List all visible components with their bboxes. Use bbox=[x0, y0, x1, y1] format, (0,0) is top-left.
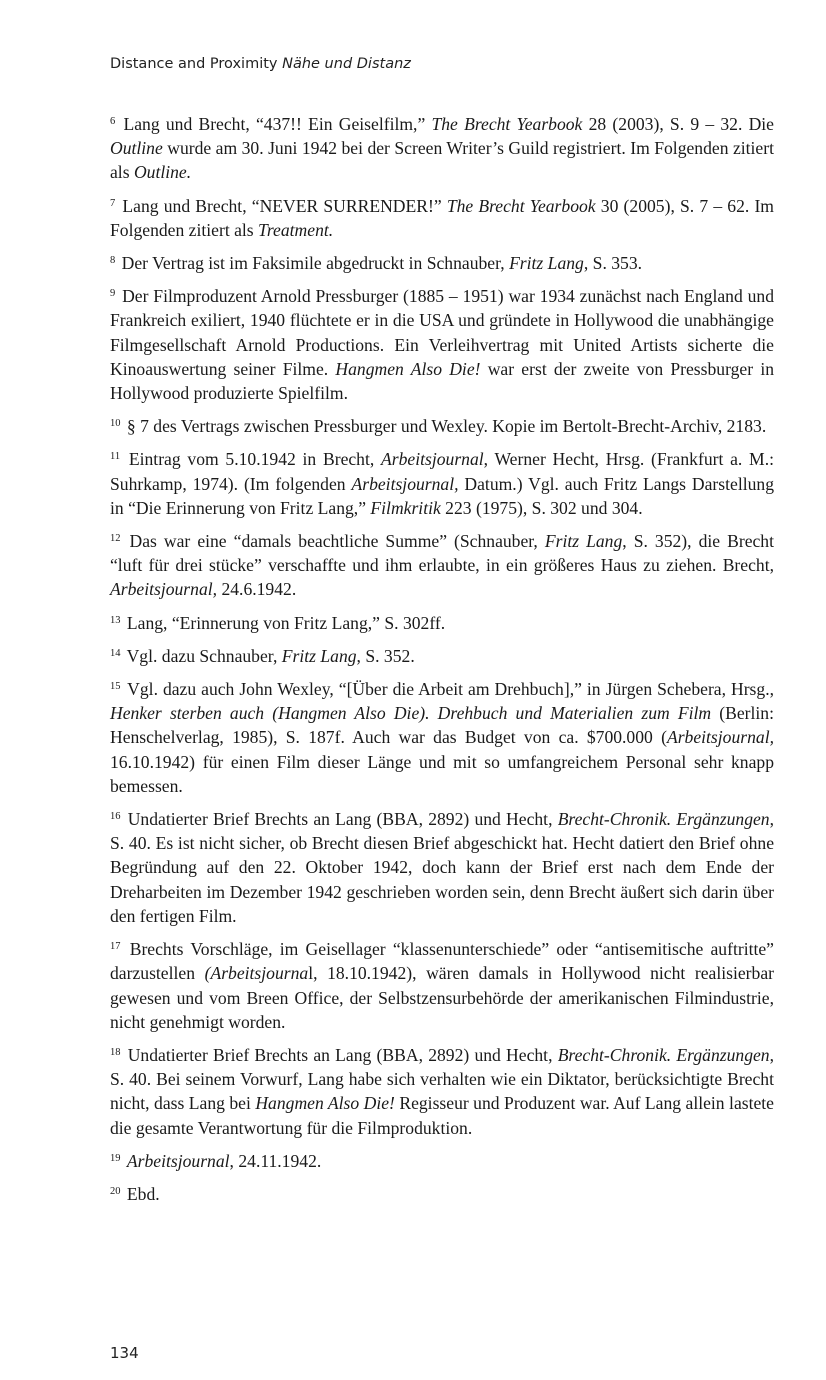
footnote-text: (Berlin: Henschelverlag, 1985), S. 187f. Auch war das Budget von ca. $700.000 ( bbox=[110, 703, 774, 748]
footnote-15 bbox=[110, 677, 774, 798]
footnote-number: 11 bbox=[110, 451, 121, 463]
footnote-italic-text: Fritz Lang bbox=[281, 645, 357, 666]
footnote-text: 30 (2005), S. 7 – 62. Im Folgenden zitiert als bbox=[110, 195, 774, 240]
footnote-italic-text: Hangmen Also Die! bbox=[255, 1093, 395, 1114]
footnote-text: 28 (2003), S. 9 – 32. Die bbox=[582, 114, 774, 134]
footnote-number: 12 bbox=[110, 533, 121, 545]
footnote-text: , S. 353. bbox=[583, 253, 643, 274]
footnote-text: Der Vertrag ist im Faksimile abgedruckt in Schnauber, bbox=[121, 253, 510, 274]
footnote-13 bbox=[110, 611, 774, 635]
footnote-text: , S. 352), die Brecht “luft für drei stücke” verschaffte und ihm erlaubte, in ein größeres Haus zu ziehen. Brecht, bbox=[110, 531, 774, 576]
footnote-17 bbox=[110, 937, 774, 1034]
footnote-text: Lang und Brecht, “437!! Ein Geiselfilm,” bbox=[123, 114, 432, 134]
footnote-italic-text: Arbeitsjournal, bbox=[666, 727, 774, 748]
footnote-14 bbox=[110, 644, 774, 668]
footnote-text: , S. 352. bbox=[356, 645, 415, 666]
footnote-number: 16 bbox=[110, 811, 121, 823]
footnote-number: 20 bbox=[110, 1185, 121, 1197]
footnote-number: 17 bbox=[110, 941, 121, 953]
footnote-italic-text: Fritz Lang bbox=[544, 531, 623, 552]
footnote-text: 223 (1975), S. 302 und 304. bbox=[440, 497, 643, 518]
footnote-11 bbox=[110, 447, 774, 520]
footnote-italic-text: Hangmen Also Die! bbox=[335, 358, 481, 379]
footnote-text: 24.6.1942. bbox=[217, 579, 297, 600]
footnote-number: 10 bbox=[110, 418, 121, 430]
footnotes-list bbox=[110, 112, 774, 1215]
footnote-number: 15 bbox=[110, 681, 121, 693]
footnote-number: 7 bbox=[110, 197, 116, 209]
page-number: 134 bbox=[110, 1344, 139, 1362]
footnote-italic-text: Outline bbox=[110, 138, 163, 159]
running-head-de: Nähe und Distanz bbox=[282, 56, 411, 72]
footnote-number: 8 bbox=[110, 255, 116, 267]
running-head bbox=[110, 56, 411, 72]
footnote-text: Regisseur und Produzent war. Auf Lang allein lastete die gesamte Verantwortung für die Filmproduktion. bbox=[110, 1093, 774, 1138]
footnote-text: § 7 des Vertrags zwischen Pressburger und Wexley. Kopie im Bertolt-Brecht-Archiv, 2183. bbox=[126, 416, 767, 437]
footnote-16 bbox=[110, 807, 774, 928]
footnote-text: wurde am 30. Juni 1942 bei der Screen Writer’s Guild registriert. Im Folgenden zitiert als bbox=[110, 138, 774, 183]
footnote-italic-text: Henker sterben auch (Hangmen Also Die). Drehbuch und Materialien zum Film bbox=[110, 703, 712, 724]
footnote-italic-text: Arbeitsjournal, bbox=[351, 473, 459, 494]
footnote-9 bbox=[110, 284, 774, 405]
footnote-italic-text: Brecht-Chronik. Ergänzungen bbox=[557, 809, 770, 830]
footnote-text: , S. 40. Bei seinem Vorwurf, Lang habe sich verhalten wie ein Diktator, berücksichtigte Brecht nicht, dass Lang bei bbox=[110, 1044, 774, 1114]
footnote-text: , S. 40. Es ist nicht sicher, ob Brecht diesen Brief abgeschickt hat. Hecht datiert den Brief ohne Begründung auf den 22. Oktober 1942, doch kann der Brief erst nach dem Ende der Dreharbeiten im Dezember 1942 geschrieben worden sein, denn Brecht äußert sich darin über den fertigen Film. bbox=[110, 809, 774, 926]
footnote-text: Undatierter Brief Brechts an Lang (BBA, 2892) und Hecht, bbox=[127, 1044, 558, 1065]
footnote-italic-text: Arbeitsjournal, bbox=[110, 579, 218, 600]
footnote-text: l, 18.10.1942), wären damals in Hollywood nicht realisierbar gewesen und vom Breen Office, der Selbstzensurbehörde der amerikanischen Filmindustrie, nicht genehmigt worden. bbox=[110, 963, 774, 1032]
footnote-text: Vgl. dazu Schnauber, bbox=[126, 645, 282, 666]
footnote-text: Lang, “Erinnerung von Fritz Lang,” S. 302ff. bbox=[126, 612, 446, 633]
footnote-number: 18 bbox=[110, 1046, 121, 1058]
footnote-text: Das war eine “damals beachtliche Summe” (Schnauber, bbox=[129, 531, 545, 552]
footnote-text: Brechts Vorschläge, im Geisellager “klassenunterschiede” oder “antisemitische auftritte” darzustellen bbox=[110, 939, 774, 984]
footnote-8 bbox=[110, 251, 774, 275]
footnote-19 bbox=[110, 1149, 774, 1173]
footnote-italic-text: Fritz Lang bbox=[509, 253, 584, 274]
footnote-number: 14 bbox=[110, 647, 121, 659]
footnote-text: , Werner Hecht, Hrsg. (Frankfurt a. M.: Suhrkamp, 1974). (Im folgenden bbox=[110, 449, 774, 494]
footnote-12 bbox=[110, 529, 774, 602]
footnote-7 bbox=[110, 194, 774, 242]
footnote-text: Eintrag vom 5.10.1942 in Brecht, bbox=[128, 449, 382, 470]
footnote-text: Lang und Brecht, “NEVER SURRENDER!” bbox=[122, 195, 447, 216]
footnote-text: war erst der zweite von Pressburger in Hollywood produzierte Spielfilm. bbox=[110, 358, 775, 404]
footnote-text: Undatierter Brief Brechts an Lang (BBA, 2892) und Hecht, bbox=[127, 809, 558, 830]
footnote-text: Der Filmproduzent Arnold Pressburger (1885 – 1951) war 1934 zunächst nach England und Frankreich exiliert, 1940 flüchtete er in die USA und gründete in Hollywood die unabhängige Filmgesellschaft Arnold Productions. Ein Verleihvertrag mit United Artists sicherte die Kinoauswertung seiner Filme. bbox=[110, 286, 774, 379]
footnote-20 bbox=[110, 1182, 774, 1206]
footnote-number: 9 bbox=[110, 288, 116, 300]
footnote-italic-text: Filmkritik bbox=[370, 497, 441, 518]
footnote-italic-text: Arbeitsjournal bbox=[126, 1150, 230, 1171]
footnote-text: 16.10.1942) für einen Film dieser Länge und mit so umfangreichem Personal sehr knapp bemessen. bbox=[110, 751, 774, 796]
footnote-number: 19 bbox=[110, 1152, 121, 1164]
footnote-italic-text: (Arbeitsjourna bbox=[204, 963, 309, 984]
footnote-number: 13 bbox=[110, 614, 121, 626]
footnote-number: 6 bbox=[110, 116, 116, 127]
footnote-text: , 24.11.1942. bbox=[229, 1150, 322, 1171]
running-head-en: Distance and Proximity bbox=[110, 56, 278, 72]
footnote-italic-text: Brecht-Chronik. Ergänzungen bbox=[557, 1044, 770, 1065]
footnote-italic-text: The Brecht Yearbook bbox=[446, 195, 596, 216]
footnote-italic-text: Outline. bbox=[133, 162, 192, 183]
footnote-italic-text: The Brecht Yearbook bbox=[431, 114, 583, 134]
footnote-italic-text: Arbeitsjournal bbox=[381, 449, 484, 470]
footnote-italic-text: Treatment. bbox=[258, 219, 334, 240]
footnote-10 bbox=[110, 414, 774, 438]
footnote-text: Vgl. dazu auch John Wexley, “[Über die Arbeit am Drehbuch],” in Jürgen Schebera, Hrsg., bbox=[127, 679, 774, 700]
footnote-18 bbox=[110, 1043, 774, 1140]
footnote-text: Datum.) Vgl. auch Fritz Langs Darstellung in “Die Erinnerung von Fritz Lang,” bbox=[110, 473, 774, 518]
footnote-6 bbox=[110, 112, 774, 185]
footnote-text: Ebd. bbox=[126, 1183, 160, 1204]
